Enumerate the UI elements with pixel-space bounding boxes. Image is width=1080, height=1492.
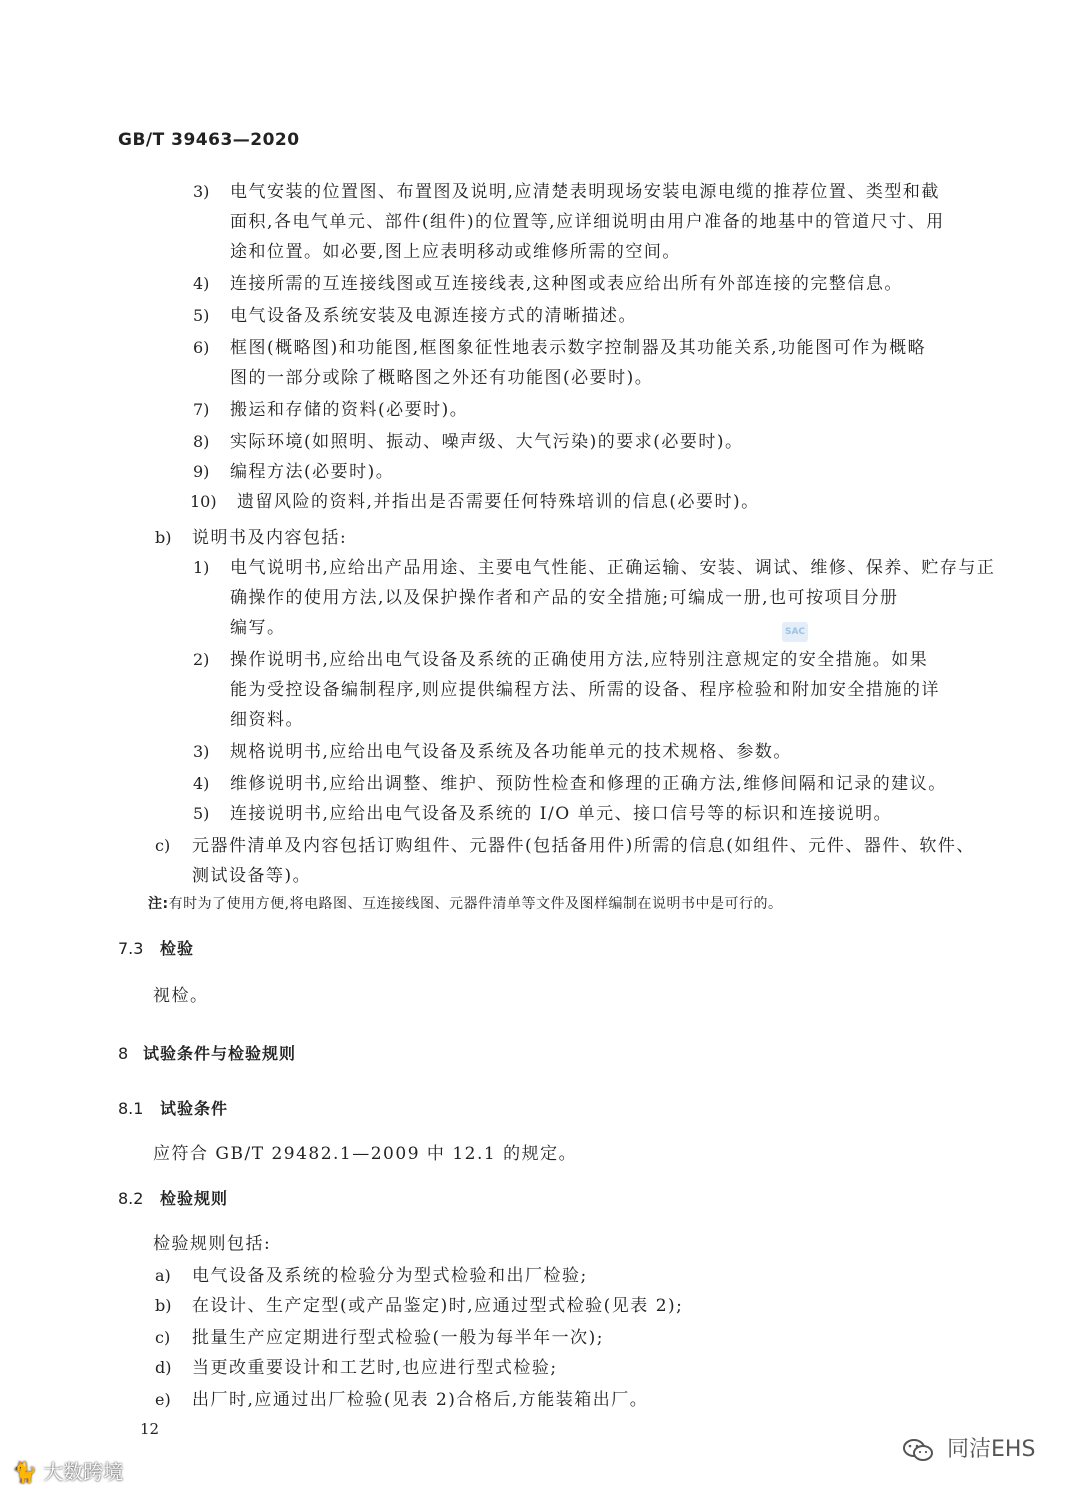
section-7-3-body: 视检。 xyxy=(153,986,209,1006)
page-number: 12 xyxy=(140,1420,160,1438)
sub-item-line: 框图(概略图)和功能图,框图象征性地表示数字控制器及其功能关系,功能图可作为概略 xyxy=(230,338,927,358)
section-7-3-number: 7.3 xyxy=(118,939,144,958)
note xyxy=(148,894,783,914)
sub-item-line: 规格说明书,应给出电气设备及系统及各功能单元的技术规格、参数。 xyxy=(230,742,792,762)
sac-watermark-logo: SAC xyxy=(782,622,808,642)
list-item-b-text: 说明书及内容包括: xyxy=(192,528,348,548)
sub-item-number: 4) xyxy=(193,774,210,793)
section-8-1-body: 应符合 GB/T 29482.1—2009 中 12.1 的规定。 xyxy=(153,1144,578,1164)
sub-item-line: 细资料。 xyxy=(230,710,304,730)
note-text: 有时为了使用方便,将电路图、互连接线图、元器件清单等文件及图样编制在说明书中是可行的。 xyxy=(168,896,783,912)
section-7-3-title: 检验 xyxy=(160,939,195,958)
sub-item-line: 实际环境(如照明、振动、噪声级、大气污染)的要求(必要时)。 xyxy=(230,432,744,452)
section-8-number: 8 xyxy=(118,1044,129,1063)
list-item-c-line-2: 测试设备等)。 xyxy=(192,866,312,886)
sub-item-number: 4) xyxy=(193,274,210,293)
rule-item-number: d) xyxy=(155,1358,172,1377)
sub-item-number: 6) xyxy=(193,338,210,357)
rule-item-text: 在设计、生产定型(或产品鉴定)时,应通过型式检验(见表 2); xyxy=(192,1296,684,1316)
sub-item-line: 编程方法(必要时)。 xyxy=(230,462,395,482)
section-8-2-number: 8.2 xyxy=(118,1189,144,1208)
sub-item-line: 连接说明书,应给出电气设备及系统的 I/O 单元、接口信号等的标识和连接说明。 xyxy=(230,804,893,824)
sub-item-line: 连接所需的互连接线图或互连接线表,这种图或表应给出所有外部连接的完整信息。 xyxy=(230,274,903,294)
cat-icon: 🐈 xyxy=(12,1460,37,1484)
sub-item-line: 搬运和存储的资料(必要时)。 xyxy=(230,400,469,420)
sub-item-number: 2) xyxy=(193,650,210,669)
sub-item-number: 7) xyxy=(193,400,210,419)
note-label: 注: xyxy=(148,896,169,912)
list-item-c-number: c) xyxy=(155,836,171,855)
section-8-2-title: 检验规则 xyxy=(160,1189,229,1208)
list-item-b-number: b) xyxy=(155,528,172,547)
rule-item-text: 出厂时,应通过出厂检验(见表 2)合格后,方能装箱出厂。 xyxy=(192,1390,649,1410)
sub-item-line: 电气说明书,应给出产品用途、主要电气性能、正确运输、安装、调试、维修、保养、贮存与正 xyxy=(230,558,996,578)
rule-item-number: a) xyxy=(155,1266,171,1285)
brand-logo-right-text: 同洁EHS xyxy=(947,1437,1036,1462)
sub-item-line: 维修说明书,应给出调整、维护、预防性检查和修理的正确方法,维修间隔和记录的建议。 xyxy=(230,774,947,794)
sub-item-number: 5) xyxy=(193,306,210,325)
section-8-title: 试验条件与检验规则 xyxy=(143,1044,297,1063)
sub-item-line: 编写。 xyxy=(230,618,286,638)
rule-item-text: 批量生产应定期进行型式检验(一般为每半年一次); xyxy=(192,1328,604,1348)
rule-item-number: b) xyxy=(155,1296,172,1315)
sub-item-number: 3) xyxy=(193,182,210,201)
sub-item-line: 面积,各电气单元、部件(组件)的位置等,应详细说明由用户准备的地基中的管道尺寸、用 xyxy=(230,212,945,232)
rule-item-text: 电气设备及系统的检验分为型式检验和出厂检验; xyxy=(192,1266,588,1286)
section-8-2-intro: 检验规则包括: xyxy=(153,1234,272,1254)
sub-item-line: 操作说明书,应给出电气设备及系统的正确使用方法,应特别注意规定的安全措施。如果 xyxy=(230,650,929,670)
wechat-icon xyxy=(902,1437,934,1463)
sub-item-line: 电气设备及系统安装及电源连接方式的清晰描述。 xyxy=(230,306,637,326)
sub-item-line: 途和位置。如必要,图上应表明移动或维修所需的空间。 xyxy=(230,242,681,262)
sub-item-number: 1) xyxy=(193,558,210,577)
sub-item-line: 能为受控设备编制程序,则应提供编程方法、所需的设备、程序检验和附加安全措施的详 xyxy=(230,680,940,700)
list-item-c-line-1: 元器件清单及内容包括订购组件、元器件(包括备用件)所需的信息(如组件、元件、器件、软件、 xyxy=(192,836,975,856)
sub-item-line: 图的一部分或除了概略图之外还有功能图(必要时)。 xyxy=(230,368,654,388)
sub-item-number: 5) xyxy=(193,804,210,823)
brand-logo-right xyxy=(902,1432,1035,1463)
sub-item-number: 8) xyxy=(193,432,210,451)
section-8-1-number: 8.1 xyxy=(118,1099,144,1118)
sub-item-line: 电气安装的位置图、布置图及说明,应清楚表明现场安装电源电缆的推荐位置、类型和截 xyxy=(230,182,940,202)
brand-logo-left-text: 大数跨境 xyxy=(43,1460,124,1484)
rule-item-text: 当更改重要设计和工艺时,也应进行型式检验; xyxy=(192,1358,558,1378)
brand-logo-left xyxy=(12,1456,123,1485)
section-8-1-title: 试验条件 xyxy=(160,1099,229,1118)
standard-number: GB/T 39463—2020 xyxy=(118,130,300,150)
rule-item-number: c) xyxy=(155,1328,171,1347)
sub-item-line: 遗留风险的资料,并指出是否需要任何特殊培训的信息(必要时)。 xyxy=(237,492,760,512)
sub-item-line: 确操作的使用方法,以及保护操作者和产品的安全措施;可编成一册,也可按项目分册 xyxy=(230,588,899,608)
rule-item-number: e) xyxy=(155,1390,171,1409)
sub-item-number: 9) xyxy=(193,462,210,481)
sub-item-number: 10) xyxy=(190,492,217,511)
sub-item-number: 3) xyxy=(193,742,210,761)
